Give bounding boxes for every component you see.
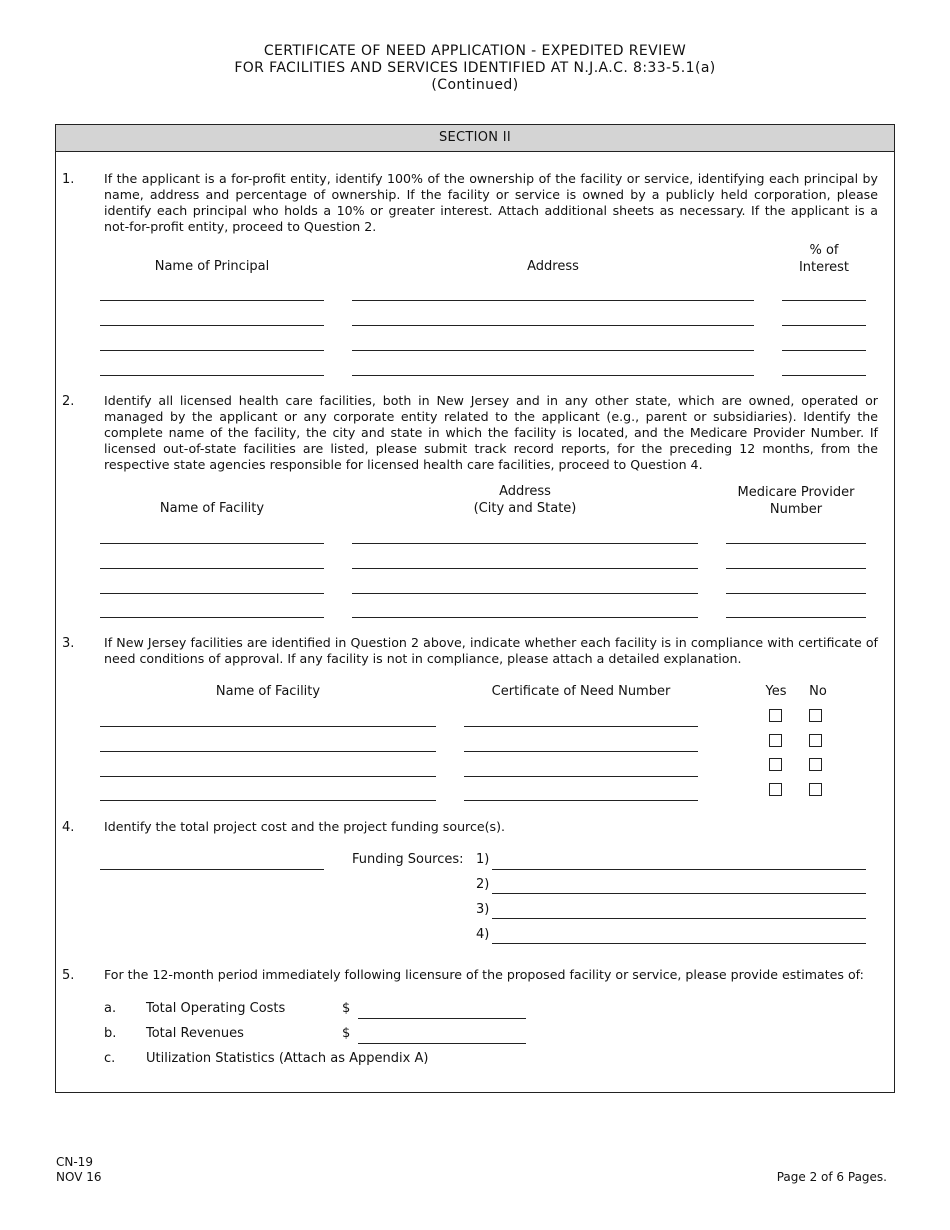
q2-facility-address-field-3[interactable]	[352, 593, 698, 594]
q3-yes-checkbox-3[interactable]	[769, 758, 782, 771]
q1-principal-name-field-4[interactable]	[100, 375, 324, 376]
q5-revenues-field[interactable]	[358, 1043, 526, 1044]
q1-col-interest	[782, 242, 866, 276]
q1-col-address: Address	[527, 259, 579, 274]
q2-col-medicare-line1: Medicare Provider	[737, 485, 855, 500]
q4-total-cost-field[interactable]	[100, 869, 324, 870]
q4-funding-source-field-3[interactable]	[492, 918, 866, 919]
q2-facility-name-field-1[interactable]	[100, 543, 324, 544]
q5-b-label: Total Revenues	[146, 1026, 244, 1041]
q5-c-label: Utilization Statistics (Attach as Appendix A)	[146, 1051, 429, 1066]
q3-no-checkbox-4[interactable]	[809, 783, 822, 796]
q1-principal-name-field-2[interactable]	[100, 325, 324, 326]
q1-principal-name-field-3[interactable]	[100, 350, 324, 351]
footer-form-info	[56, 1155, 102, 1185]
q4-funding-source-field-2[interactable]	[492, 893, 866, 894]
q5-number: 5.	[62, 968, 75, 983]
q1-col-name: Name of Principal	[154, 259, 270, 274]
q3-yes-checkbox-2[interactable]	[769, 734, 782, 747]
q4-funding-label: Funding Sources:	[352, 852, 464, 867]
q3-facility-name-field-4[interactable]	[100, 800, 436, 801]
q1-principal-name-field-1[interactable]	[100, 300, 324, 301]
q2-facility-address-field-1[interactable]	[352, 543, 698, 544]
q2-text: Identify all licensed health care facilities, both in New Jersey and in any other state, which are owned, operated or managed by the applicant or any corporate entity related to the applicant (e.g., parent or subsidiaries). Identify the complete name of the facility, the city and state in which the facility is located, and the Medicare Provider Number. If licensed out-of-state facilities are listed, please submit track record reports, for the preceding 12 months, from the respective state agencies responsible for licensed health care facilities, proceed to Question 4.	[104, 393, 878, 472]
q3-facility-name-field-2[interactable]	[100, 751, 436, 752]
q5-c-letter: c.	[104, 1051, 116, 1066]
q5-a-letter: a.	[104, 1001, 117, 1016]
q3-facility-name-field-1[interactable]	[100, 726, 436, 727]
q1-number: 1.	[62, 172, 75, 187]
q4-funding-item-label-3: 3)	[476, 902, 490, 917]
q3-no-checkbox-2[interactable]	[809, 734, 822, 747]
q1-col-interest-line2: Interest	[798, 260, 850, 275]
footer-form-id: CN-19	[56, 1155, 93, 1169]
q3-col-con-number: Certificate of Need Number	[491, 684, 671, 699]
q3-text: If New Jersey facilities are identified in Question 2 above, indicate whether each facility is in compliance with certificate of need conditions of approval. If any facility is not in compliance, please attach a detailed explanation.	[104, 635, 878, 666]
q3-no-checkbox-3[interactable]	[809, 758, 822, 771]
header-line-1: CERTIFICATE OF NEED APPLICATION - EXPEDITED REVIEW	[263, 43, 687, 59]
q2-col-address	[352, 483, 698, 517]
header-line-2: FOR FACILITIES AND SERVICES IDENTIFIED AT N.J.A.C. 8:33-5.1(a)	[234, 60, 716, 76]
q3-con-number-field-2[interactable]	[464, 751, 698, 752]
q3-yes-checkbox-4[interactable]	[769, 783, 782, 796]
q2-col-name: Name of Facility	[159, 501, 265, 516]
q2-col-medicare-line2: Number	[769, 502, 823, 517]
q2-medicare-number-field-1[interactable]	[726, 543, 866, 544]
q2-facility-address-field-2[interactable]	[352, 568, 698, 569]
q4-funding-item-label-2: 2)	[476, 877, 490, 892]
q1-principal-interest-field-4[interactable]	[782, 375, 866, 376]
q2-number: 2.	[62, 394, 75, 409]
q4-text: Identify the total project cost and the project funding source(s).	[104, 819, 506, 834]
q2-col-address-line1: Address	[499, 484, 551, 499]
q5-a-currency: $	[342, 1001, 351, 1016]
q2-medicare-number-field-4[interactable]	[726, 617, 866, 618]
q3-col-name: Name of Facility	[215, 684, 321, 699]
q4-number: 4.	[62, 820, 75, 835]
q2-medicare-number-field-3[interactable]	[726, 593, 866, 594]
q4-funding-item-label-1: 1)	[476, 852, 490, 867]
q2-facility-name-field-4[interactable]	[100, 617, 324, 618]
q1-principal-address-field-1[interactable]	[352, 300, 754, 301]
footer-page-number: Page 2 of 6 Pages.	[776, 1170, 887, 1184]
section-title: SECTION II	[56, 125, 894, 152]
q3-number: 3.	[62, 636, 75, 651]
q1-principal-interest-field-1[interactable]	[782, 300, 866, 301]
q1-text: If the applicant is a for-profit entity, identify 100% of the ownership of the facility or service, identifying each principal by name, address and percentage of ownership. If the facility or service is owned by a publicly held corporation, please identify each principal who holds a 10% or greater interest. Attach additional sheets as necessary. If the applicant is a not-for-profit entity, proceed to Question 2.	[104, 171, 878, 234]
q5-text: For the 12-month period immediately following licensure of the proposed facility or service, please provide estimates of:	[104, 967, 864, 982]
q3-con-number-field-4[interactable]	[464, 800, 698, 801]
q3-con-number-field-3[interactable]	[464, 776, 698, 777]
q4-funding-item-label-4: 4)	[476, 927, 490, 942]
q2-medicare-number-field-2[interactable]	[726, 568, 866, 569]
q3-yes-checkbox-1[interactable]	[769, 709, 782, 722]
q3-facility-name-field-3[interactable]	[100, 776, 436, 777]
q5-a-label: Total Operating Costs	[146, 1001, 286, 1016]
q5-b-currency: $	[342, 1026, 351, 1041]
q1-principal-address-field-4[interactable]	[352, 375, 754, 376]
q4-funding-source-field-4[interactable]	[492, 943, 866, 944]
q3-col-no: No	[809, 684, 827, 699]
footer-form-date: NOV 16	[56, 1170, 102, 1184]
q2-facility-address-field-4[interactable]	[352, 617, 698, 618]
q2-col-medicare	[718, 484, 874, 518]
q1-principal-address-field-2[interactable]	[352, 325, 754, 326]
q1-col-interest-line1: % of	[809, 243, 839, 258]
document-header	[0, 43, 950, 94]
q3-con-number-field-1[interactable]	[464, 726, 698, 727]
q3-no-checkbox-1[interactable]	[809, 709, 822, 722]
q3-col-yes: Yes	[765, 684, 787, 699]
q1-principal-interest-field-2[interactable]	[782, 325, 866, 326]
q2-col-address-line2: (City and State)	[473, 501, 577, 516]
q2-facility-name-field-3[interactable]	[100, 593, 324, 594]
header-line-3: (Continued)	[431, 77, 519, 93]
q4-funding-source-field-1[interactable]	[492, 869, 866, 870]
q5-b-letter: b.	[104, 1026, 117, 1041]
q2-facility-name-field-2[interactable]	[100, 568, 324, 569]
q1-principal-interest-field-3[interactable]	[782, 350, 866, 351]
q1-principal-address-field-3[interactable]	[352, 350, 754, 351]
q5-operating-costs-field[interactable]	[358, 1018, 526, 1019]
